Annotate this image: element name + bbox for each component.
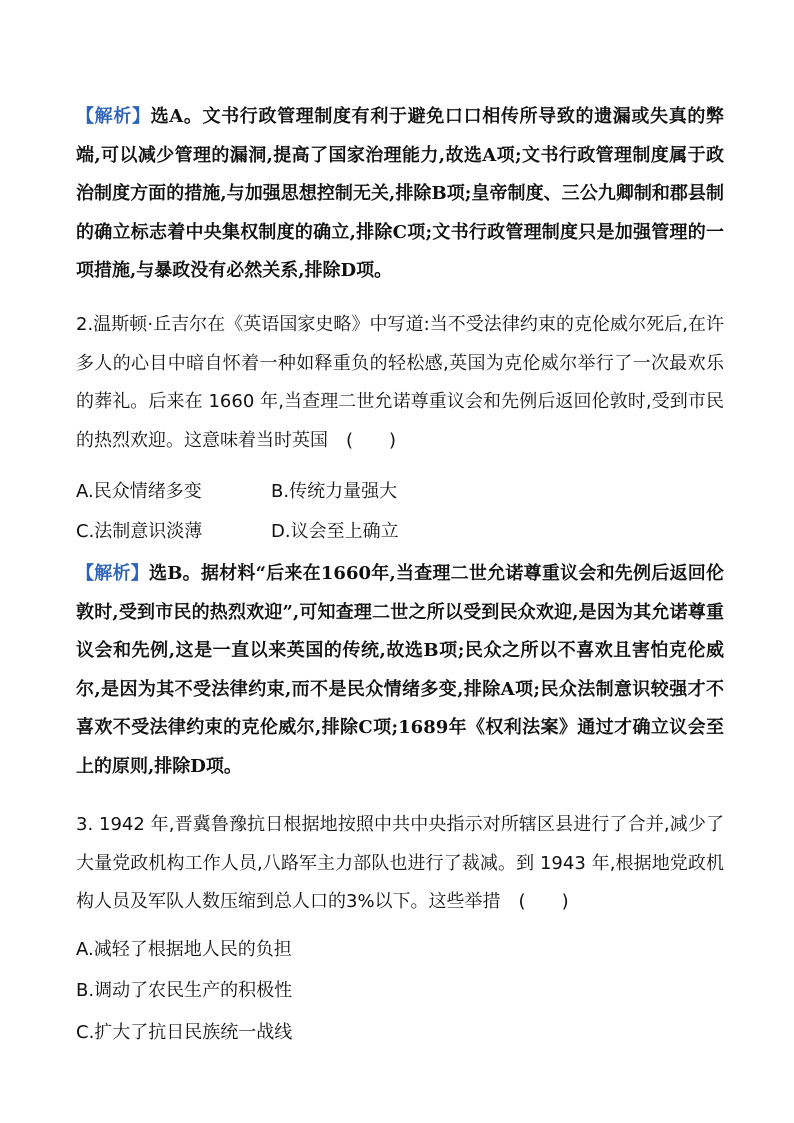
analysis-1-text: 选A。文书行政管理制度有利于避免口口相传所导致的遗漏或失真的弊端,可以减少管理的漏洞,提高了国家治理能力,故选A项;文书行政管理制度属于政治制度方面的措施,与加强思想控制无关,排除B项;皇帝制度、三公九卿制和郡县制的确立标志着中央集权制度的确立,排除C项;文书行政管理制度只是加强管理的一项措施,与暴政没有必然关系,排除D项。	[76, 106, 724, 281]
option-2b: B.传统力量强大	[271, 481, 398, 502]
analysis-tag: 【解析】	[76, 106, 151, 127]
question-3-option-row-b	[76, 976, 724, 1006]
question-3-stem: 3. 1942 年,晋冀鲁豫抗日根据地按照中共中央指示对所辖区县进行了合并,减少了大量党政机构工作人员,八路军主力部队也进行了裁减。到 1943 年,根据地党政机构人员及军队人数压缩到总人口的3%以下。这些举措 ( )	[76, 814, 724, 912]
question-2-stem: 2.温斯顿·丘吉尔在《英语国家史略》中写道:当不受法律约束的克伦威尔死后,在许多人的心目中暗自怀着一种如释重负的轻松感,英国为克伦威尔举行了一次最欢乐的葬礼。后来在 1660 年,当查理二世允诺尊重议会和先例后返回伦敦时,受到市民的热烈欢迎。这意味着当时英国 ( )	[76, 314, 724, 451]
option-2d: D.议会至上确立	[271, 521, 399, 542]
analysis-2	[76, 555, 724, 786]
analysis-tag: 【解析】	[76, 563, 149, 584]
question-3-option-row-c	[76, 1018, 724, 1048]
option-3a: A.减轻了根据地人民的负担	[76, 939, 292, 960]
option-2a: A.民众情绪多变	[76, 481, 202, 502]
option-3c: C.扩大了抗日民族统一战线	[76, 1022, 293, 1043]
option-3b: B.调动了农民生产的积极性	[76, 980, 293, 1001]
question-3-option-row-a	[76, 935, 724, 965]
analysis-1	[76, 98, 724, 291]
question-2-options-row-1	[76, 477, 724, 507]
analysis-2-text: 选B。据材料“后来在1660年,当查理二世允诺尊重议会和先例后返回伦敦时,受到市民的热烈欢迎”,可知查理二世之所以受到民众欢迎,是因为其允诺尊重议会和先例,这是一直以来英国的传统,故选B项;民众之所以不喜欢且害怕克伦威尔,是因为其不受法律约束,而不是民众情绪多变,排除A项;民众法制意识较强才不喜欢不受法律约束的克伦威尔,排除C项;1689年《权利法案》通过才确立议会至上的原则,排除D项。	[76, 563, 724, 777]
question-2-options-row-2	[76, 517, 724, 547]
option-2c: C.法制意识淡薄	[76, 521, 203, 542]
